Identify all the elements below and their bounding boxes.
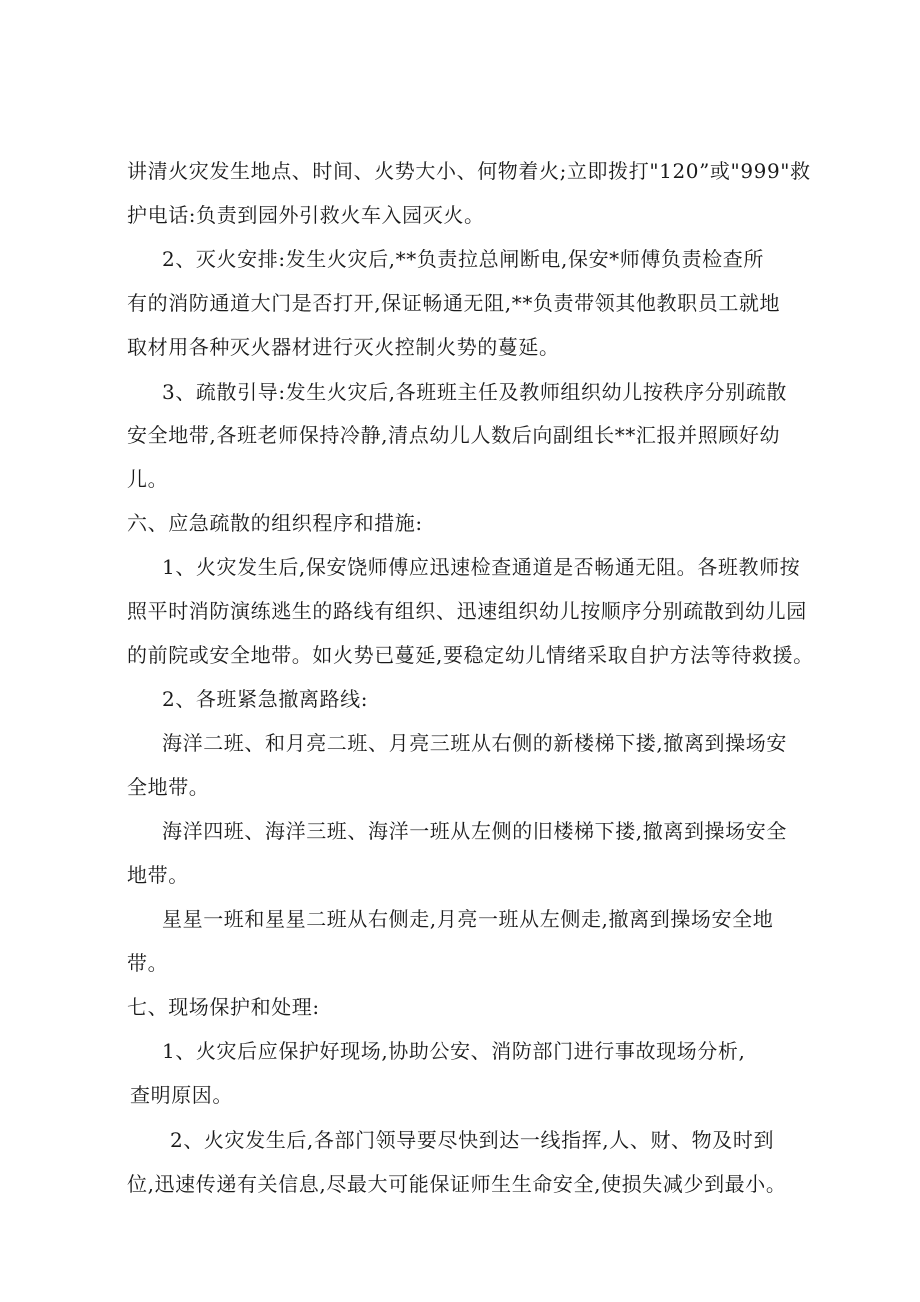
paragraph-scene-protection: 1、火灾后应保护好现场,协助公安、消防部门进行事故现场分析, xyxy=(162,1039,746,1063)
text-line-22: 查明原因。 xyxy=(130,1083,233,1107)
section-heading-seven: 七、现场保护和处理: xyxy=(127,995,320,1019)
text-line-19: 带。 xyxy=(127,951,169,975)
paragraph-evacuation-guidance: 3、疏散引导:发生火灾后,各班班主任及教师组织幼儿按秩序分别疏散 xyxy=(162,380,788,404)
route-item-3: 星星一班和星星二班从右侧走,月亮一班从左侧走,撤离到操场安全地 xyxy=(162,907,774,931)
text-line-8: 儿。 xyxy=(127,467,169,491)
text-line-24: 位,迅速传递有关信息,尽最大可能保证师生生命安全,使损失减少到最小。 xyxy=(127,1172,787,1196)
paragraph-leadership: 2、火灾发生后,各部门领导要尽快到达一线指挥,人、财、物及时到 xyxy=(170,1128,775,1152)
text-line-7: 安全地带,各班老师保持冷静,清点幼儿人数后向副组长**汇报并照顾好幼 xyxy=(127,423,781,447)
paragraph-fire-fighting: 2、灭火安排:发生火灾后,**负责拉总闸断电,保安*师傅负责检查所 xyxy=(162,247,764,271)
text-line-5: 取材用各种灭火器材进行灭火控制火势的蔓延。 xyxy=(127,335,560,359)
text-line-17: 地带。 xyxy=(127,863,189,887)
paragraph-evacuation-routes: 2、各班紧急撤离路线: xyxy=(162,687,369,711)
paragraph-after-fire: 1、火灾发生后,保安饶师傅应迅速检查通道是否畅通无阻。各班教师按 xyxy=(162,555,801,579)
text-line-11: 照平时消防演练逃生的路线有组织、迅速组织幼儿按顺序分别疏散到幼儿园 xyxy=(127,599,807,623)
text-line-15: 全地带。 xyxy=(127,775,210,799)
text-line-12: 的前院或安全地带。如火势已蔓延,要稳定幼儿情绪采取自护方法等待救援。 xyxy=(127,643,814,667)
section-heading-six: 六、应急疏散的组织程序和措施: xyxy=(127,511,423,535)
route-item-2: 海洋四班、海洋三班、海洋一班从左侧的旧楼梯下搂,撤离到操场安全 xyxy=(162,819,787,843)
text-line-2: 护电话:负责到园外引救火车入园灭火。 xyxy=(127,203,485,227)
route-item-1: 海洋二班、和月亮二班、月亮三班从右侧的新楼梯下搂,撤离到操场安 xyxy=(162,731,787,755)
text-line-4: 有的消防通道大门是否打开,保证畅通无阻,**负责带领其他教职员工就地 xyxy=(127,291,781,315)
text-line-1: 讲清火灾发生地点、时间、火势大小、何物着火;立即拨打"120”或"999"救 xyxy=(127,159,811,183)
